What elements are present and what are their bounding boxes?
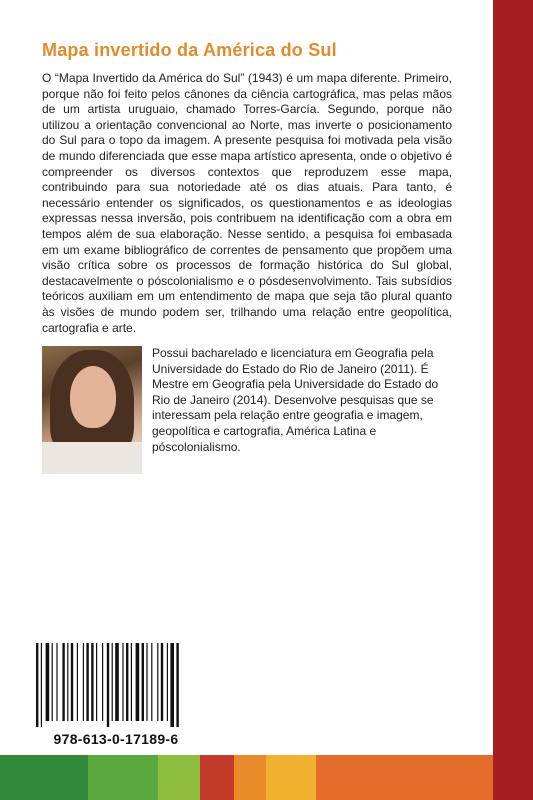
barcode-bar [157, 643, 158, 721]
barcode-bar [131, 643, 132, 721]
side-color-strip [493, 0, 533, 800]
barcode-bar [115, 643, 119, 721]
color-band-segment [266, 755, 316, 800]
barcode-bar [62, 643, 64, 721]
barcode-bar [86, 643, 88, 721]
barcode-bar [146, 643, 147, 721]
barcode-bar [151, 643, 152, 721]
barcode-bar [41, 643, 42, 727]
barcode-bar [83, 643, 84, 721]
barcode [34, 643, 198, 727]
barcode-bar [112, 643, 113, 721]
barcode-bar [52, 643, 53, 721]
barcode-bar [77, 643, 78, 721]
book-title: Mapa invertido da América do Sul [42, 40, 337, 60]
color-band-segment [0, 755, 88, 800]
isbn-number: 978-613-0-17189-6 [53, 731, 179, 747]
barcode-bar [46, 643, 50, 721]
barcode-area [26, 637, 206, 749]
barcode-bar [67, 643, 68, 721]
barcode-bar [176, 643, 178, 727]
barcode-bar [170, 643, 174, 727]
barcode-bar [107, 643, 109, 727]
author-bio: Possui bacharelado e licenciatura em Geografia pela Universidade do Estado do Rio de Janeiro (2011). É Mestre em Geografia pela Universidade do Estado do Rio de Janeiro (2014). Desenvolve pesquisas que se interessam pela relação entre geografia e imagem, geopolítica e cartografia, América Latina e póscolonialismo. [152, 346, 439, 454]
author-section [42, 346, 452, 476]
barcode-bar [102, 643, 103, 721]
barcode-bar [142, 643, 144, 721]
bottom-color-band [0, 755, 493, 800]
cover-text-block [42, 40, 452, 336]
color-band-segment [88, 755, 158, 800]
color-band-segment [200, 755, 234, 800]
barcode-bar [161, 643, 163, 721]
barcode-bar [136, 643, 140, 721]
barcode-bar [96, 643, 97, 721]
barcode-bar [71, 643, 73, 721]
color-band-segment [158, 755, 200, 800]
author-photo [42, 346, 142, 474]
barcode-bar [126, 643, 128, 721]
barcode-bar [56, 643, 57, 721]
barcode-bar [36, 643, 38, 727]
barcode-bar [122, 643, 123, 721]
abstract-text: O “Mapa Invertido da América do Sul” (1943) é um mapa diferente. Primeiro, porque não foi feito pelos cânones da ciência cartográfica, mas pelas mãos de um artista uruguaio, chamado Torres-García. Segundo, porque não utilizou a orientação convencional ao Norte, mas inverte o posicionamento do Sul para o topo da imagem. A presente pesquisa foi motivada pela visão de mundo diferenciada que esse mapa artístico apresenta, onde o objetivo é compreender os diversos contextos que reproduzem esse mapa, contribuindo para sua notoriedade até os dias atuais. Para tanto, é necessário entender os significados, os questionamentos e as ideologias expressas nessa inversão, pois contribuem na identificação com a obra em tempos além de sua elaboração. Nesse sentido, a pesquisa foi embasada em um exame bibliográfico de correntes de pensamento que propõem uma visão crítica sobre os processos de formação histórica do Sul global, destacavelmente o póscolonialismo e o pósdesenvolvimento. Tais subsídios teóricos auxiliam em um entendimento de mapa que seja tão plural quanto às visões de mundo podem ser, trilhando uma relação entre geopolítica, cartografia e arte. [42, 71, 452, 335]
color-band-segment [316, 755, 493, 800]
color-band-segment [234, 755, 266, 800]
barcode-bar [91, 643, 93, 721]
barcode-bar [167, 643, 168, 721]
